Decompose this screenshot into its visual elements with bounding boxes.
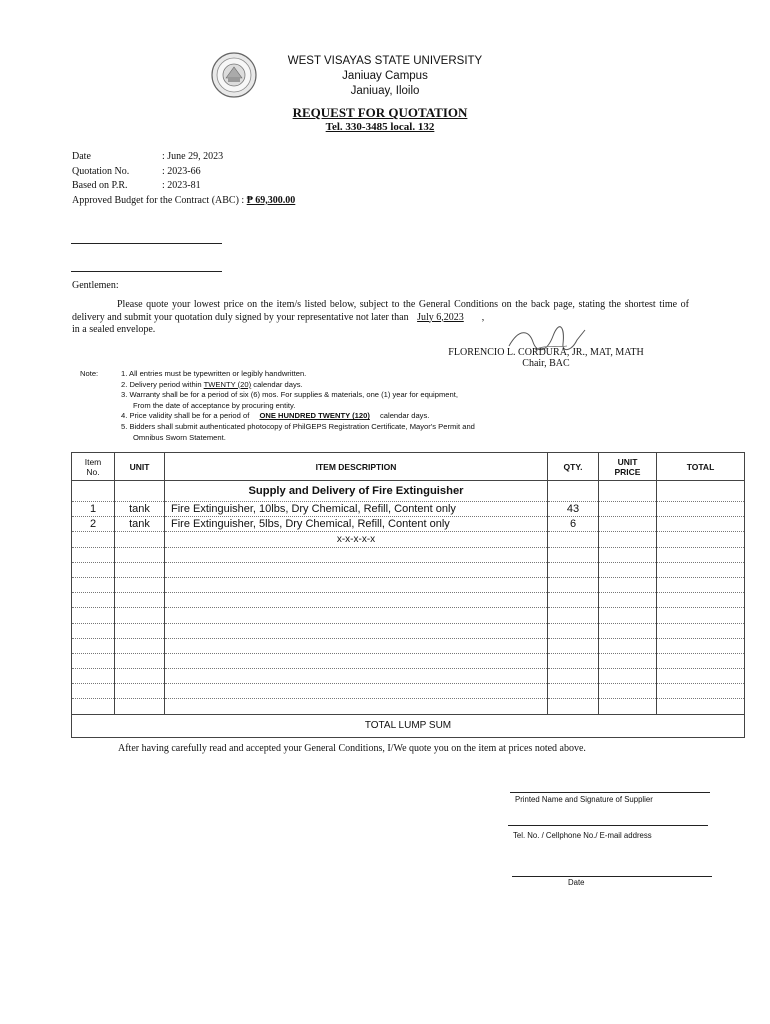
item-no-cell	[72, 593, 115, 608]
unit-price-cell[interactable]	[599, 699, 657, 714]
total-cell[interactable]	[657, 699, 745, 714]
total-cell[interactable]	[657, 562, 745, 577]
header-unit: UNIT	[115, 453, 165, 481]
description-cell	[165, 669, 548, 684]
qty-cell	[548, 623, 599, 638]
unit-cell	[115, 562, 165, 577]
notes-block	[0, 369, 770, 449]
table-row	[72, 699, 745, 714]
item-no-cell: 1	[72, 502, 115, 517]
price-validity-value: ONE HUNDRED TWENTY (120)	[259, 411, 370, 421]
unit-cell	[115, 532, 165, 547]
total-cell[interactable]	[657, 684, 745, 699]
table-row	[72, 502, 745, 517]
notes-label: Note:	[80, 369, 99, 378]
signatory-block	[400, 347, 692, 369]
table-row	[72, 623, 745, 638]
unit-price-cell[interactable]	[599, 562, 657, 577]
unit-cell	[115, 608, 165, 623]
supplier-contact-line[interactable]	[508, 825, 708, 826]
total-cell[interactable]	[657, 547, 745, 562]
table-row	[72, 638, 745, 653]
unit-cell: tank	[115, 502, 165, 517]
unit-price-cell[interactable]	[599, 517, 657, 532]
unit-price-cell[interactable]	[599, 608, 657, 623]
unit-cell	[115, 547, 165, 562]
signatory-position: Chair, BAC	[522, 358, 570, 369]
unit-price-cell[interactable]	[599, 577, 657, 592]
request-paragraph	[72, 299, 689, 337]
total-cell[interactable]	[657, 502, 745, 517]
unit-price-cell[interactable]	[599, 653, 657, 668]
unit-price-cell[interactable]	[599, 669, 657, 684]
qty-cell	[548, 532, 599, 547]
subheading-cell: Supply and Delivery of Fire Extinguisher	[165, 481, 548, 502]
campus-location: Janiuay, Iloilo	[350, 85, 420, 97]
total-cell[interactable]	[657, 623, 745, 638]
abc-amount: ₱ 69,300.00	[246, 194, 296, 206]
total-cell[interactable]	[657, 577, 745, 592]
university-name: WEST VISAYAS STATE UNIVERSITY	[287, 55, 483, 67]
item-no-cell	[72, 653, 115, 668]
supplier-contact-label: Tel. No. / Cellphone No./ E-mail address	[513, 831, 652, 840]
item-no-cell	[72, 608, 115, 623]
table-row	[72, 517, 745, 532]
description-cell	[165, 653, 548, 668]
quotation-meta	[0, 150, 770, 210]
unit-cell	[115, 669, 165, 684]
total-cell[interactable]	[657, 481, 745, 502]
description-cell	[165, 593, 548, 608]
meta-value: : June 29, 2023	[162, 151, 224, 162]
quotation-table	[71, 452, 745, 738]
note-item: 3. Warranty shall be for a period of six (6) mos. For supplies & materials, one (1) year for equipment,	[121, 390, 458, 400]
total-cell[interactable]	[657, 638, 745, 653]
description-cell	[165, 699, 548, 714]
unit-price-cell[interactable]	[599, 532, 657, 547]
description-cell	[165, 562, 548, 577]
unit-price-cell[interactable]	[599, 502, 657, 517]
note-text: 2. Delivery period within	[121, 379, 202, 389]
header-description: ITEM DESCRIPTION	[165, 453, 548, 481]
note-text: calendar days.	[379, 411, 430, 421]
header-unit-price	[599, 453, 657, 481]
document-title: REQUEST FOR QUOTATION	[292, 105, 468, 120]
unit-price-cell[interactable]	[599, 684, 657, 699]
item-no-cell	[72, 562, 115, 577]
meta-value: : 2023-81	[162, 180, 201, 191]
supplier-signature-line[interactable]	[510, 792, 710, 793]
deadline-tail: ,	[481, 311, 485, 323]
unit-cell	[115, 577, 165, 592]
meta-label: Date	[72, 151, 91, 162]
item-no-cell	[72, 532, 115, 547]
table-cell	[548, 481, 599, 502]
signatory-name: FLORENCIO L. CORDURA, JR., MAT, MATH	[448, 347, 644, 358]
item-no-cell	[72, 623, 115, 638]
note-text: 4. Price validity shall be for a period of	[121, 411, 250, 421]
notes-list	[121, 369, 571, 443]
header-qty: QTY.	[548, 453, 599, 481]
salutation: Gentlemen:	[72, 280, 119, 291]
qty-cell: 6	[548, 517, 599, 532]
table-cell	[115, 481, 165, 502]
description-cell	[165, 547, 548, 562]
total-cell[interactable]	[657, 532, 745, 547]
total-lump-sum-row	[72, 714, 745, 737]
table-cell	[72, 481, 115, 502]
unit-price-cell[interactable]	[599, 623, 657, 638]
unit-cell	[115, 638, 165, 653]
qty-cell	[548, 669, 599, 684]
qty-cell: 43	[548, 502, 599, 517]
table-row	[72, 608, 745, 623]
total-cell[interactable]	[657, 517, 745, 532]
unit-price-cell[interactable]	[599, 481, 657, 502]
qty-cell	[548, 562, 599, 577]
abc-row	[72, 194, 672, 209]
table-row	[72, 577, 745, 592]
request-text: Please quote your lowest price on the item/s listed below, subject to the General Conditions on the back page, stating the shortest time of delivery and submit your quotation duly signed by your representative not later than	[72, 299, 689, 323]
unit-cell: tank	[115, 517, 165, 532]
item-no-cell	[72, 669, 115, 684]
header-text: UNIT	[617, 456, 638, 467]
table-row	[72, 532, 745, 547]
addressee-line[interactable]	[71, 243, 222, 244]
telephone-number: Tel. 330-3485 local. 132	[325, 121, 435, 133]
note-item	[121, 380, 571, 391]
table-row	[72, 547, 745, 562]
meta-value: : 2023-66	[162, 165, 201, 177]
note-text: calendar days.	[253, 379, 303, 389]
deadline-date: July 6,2023	[417, 311, 464, 323]
item-no-cell	[72, 577, 115, 592]
unit-price-cell[interactable]	[599, 593, 657, 608]
qty-cell	[548, 547, 599, 562]
total-cell[interactable]	[657, 669, 745, 684]
total-cell[interactable]	[657, 608, 745, 623]
qty-cell	[548, 608, 599, 623]
item-no-cell: 2	[72, 517, 115, 532]
meta-label: Based on P.R.	[72, 180, 128, 191]
acceptance-statement: After having carefully read and accepted your General Conditions, I/We quote you on the item at prices noted above.	[118, 743, 586, 754]
note-item-continued: From the date of acceptance by procuring entity.	[133, 400, 296, 410]
meta-label: Quotation No.	[72, 165, 130, 177]
qty-cell	[548, 699, 599, 714]
university-header	[0, 54, 770, 99]
table-header-row	[72, 453, 745, 481]
supplier-date-line[interactable]	[512, 876, 712, 877]
total-cell[interactable]	[657, 653, 745, 668]
campus-name: Janiuay Campus	[342, 70, 428, 82]
description-cell	[165, 623, 548, 638]
request-closing: in a sealed envelope.	[72, 324, 156, 335]
addressee-line[interactable]	[71, 271, 222, 272]
note-item-continued: Omnibus Sworn Statement.	[133, 432, 226, 442]
header-text: PRICE	[614, 466, 641, 477]
item-no-cell	[72, 638, 115, 653]
unit-cell	[115, 699, 165, 714]
unit-cell	[115, 653, 165, 668]
header-item-no	[72, 453, 115, 481]
header-text: No.	[86, 466, 100, 477]
delivery-period-value: TWENTY (20)	[203, 379, 252, 389]
note-item	[121, 411, 571, 422]
table-row	[72, 593, 745, 608]
unit-price-cell[interactable]	[599, 638, 657, 653]
total-lump-sum-label: TOTAL LUMP SUM	[72, 714, 745, 737]
note-item: 5. Bidders shall submit authenticated photocopy of PhilGEPS Registration Certificate, Mayor's Permit and	[121, 421, 475, 431]
end-marker-cell: x-x-x-x-x	[165, 532, 548, 547]
item-no-cell	[72, 684, 115, 699]
description-cell	[165, 577, 548, 592]
unit-cell	[115, 623, 165, 638]
unit-cell	[115, 593, 165, 608]
total-cell[interactable]	[657, 593, 745, 608]
header-total: TOTAL	[657, 453, 745, 481]
unit-cell	[115, 684, 165, 699]
description-cell	[165, 684, 548, 699]
description-cell: Fire Extinguisher, 5lbs, Dry Chemical, Refill, Content only	[165, 517, 548, 532]
unit-price-cell[interactable]	[599, 547, 657, 562]
qty-cell	[548, 593, 599, 608]
table-row	[72, 669, 745, 684]
qty-cell	[548, 684, 599, 699]
qty-cell	[548, 638, 599, 653]
item-no-cell	[72, 699, 115, 714]
header-text: Item	[84, 456, 102, 467]
item-no-cell	[72, 547, 115, 562]
abc-label: Approved Budget for the Contract (ABC) :	[72, 194, 245, 206]
description-cell: Fire Extinguisher, 10lbs, Dry Chemical, Refill, Content only	[165, 502, 548, 517]
qty-cell	[548, 653, 599, 668]
note-item: 1. All entries must be typewritten or legibly handwritten.	[121, 369, 307, 378]
supplier-date-label: Date	[568, 878, 585, 887]
table-row	[72, 562, 745, 577]
supplier-signature-label: Printed Name and Signature of Supplier	[515, 795, 653, 804]
table-row	[72, 653, 745, 668]
qty-cell	[548, 577, 599, 592]
description-cell	[165, 638, 548, 653]
description-cell	[165, 608, 548, 623]
table-subheading-row	[72, 481, 745, 502]
table-row	[72, 684, 745, 699]
